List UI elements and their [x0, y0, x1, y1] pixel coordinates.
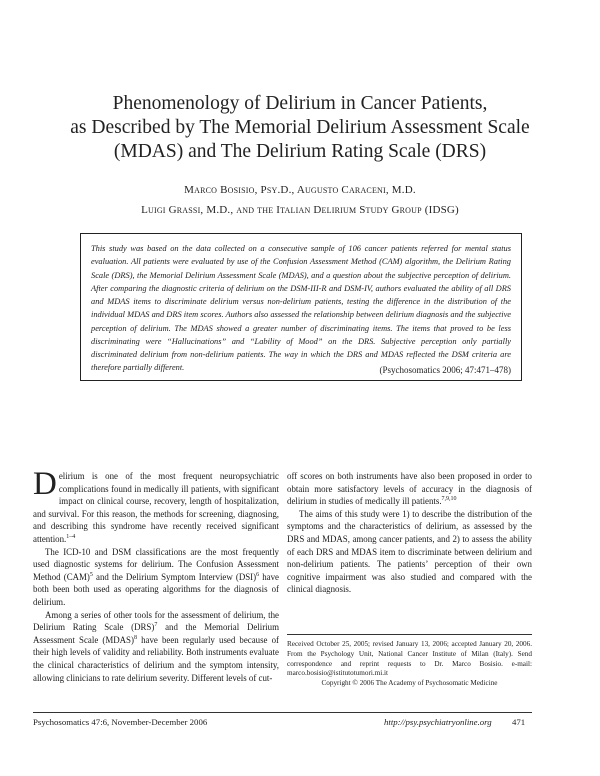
citation-sup: 1–4 [66, 534, 76, 540]
article-footnote [287, 634, 532, 689]
abstract-text: This study was based on the data collected on a consecutive sample of 106 cancer patients referred for mental status evaluation. All patients were evaluated by use of the Confusion Assessment Method (CAM) algorithm, the Delirium Rating Scale (DRS), the Memorial Delirium Assessment Scale (MDAS), and a question about the subjective perception of delirium. After comparing the diagnostic criteria of delirium on the DSM-III-R and DSM-IV, authors evaluated the ability of all DRS and MDAS items to discriminate delirium versus non-delirium patients, testing the difference in the distribution of the individual MDAS and DRS item scores. Authors also assessed the relationship between delirium diagnosis and the subjective perception of delirium. The MDAS showed a greater number of discriminating items. The items that proved to be less discriminating were “Hallucinations” and “Lability of Mood” on the DRS. Subjective perception only partially discriminated delirium from non-delirium patients. The way in which the DRS and MDAS reflected the DSM criteria are therefore partially different. [91, 244, 511, 373]
footer-url: http://psy.psychiatryonline.org [384, 717, 492, 727]
body-paragraph-3 [33, 609, 279, 685]
title-line-1: Phenomenology of Delirium in Cancer Patients, [112, 93, 488, 114]
body-text: off scores on both instruments have also been proposed in order to obtain more satisfactory levels of accuracy in the diagnosis of delirium in studies of medically ill patients. [287, 471, 532, 507]
footnote-copyright: Copyright © 2006 The Academy of Psychosomatic Medicine [321, 679, 498, 688]
authors-line-2: Luigi Grassi, M.D., and the Italian Delirium Study Group (IDSG) [141, 204, 459, 216]
body-text: The ICD-10 and DSM classifications are the most frequently used diagnostic systems for delirium. The Confusion Assessment Method (CAM) [33, 546, 279, 582]
body-left-column [33, 466, 280, 684]
citation-sup: 6 [256, 571, 260, 578]
body-right-column [287, 470, 532, 596]
article-title [40, 92, 560, 164]
body-text: and the Memorial Delirium Assessment Scale (MDAS) [33, 622, 279, 645]
body-paragraph-5: The aims of this study were 1) to describe the distribution of the symptoms and the characteristics of delirium, as assessed by the DRS and MDAS, among cancer patients, and 2) to assess the ability of each DRS and MDAS item to discriminate between delirium and non-delirium patients. The patients’ perception of their own cognitive impairment was also studied and compared with the clinical diagnosis. [287, 508, 532, 595]
citation-sup: 7,9,10 [441, 496, 457, 503]
body-text: and the Delirium Symptom Interview (DSI) [92, 571, 257, 582]
body-text: elirium is one of the most frequent neuropsychiatric complications found in medically ill patients, with significant impact on clinical course, recovery, length of hospitalization, and survival. For this reason, the methods for screening, diagnosing, and describing this syndrome have recently received significant attention. [33, 471, 279, 544]
title-line-3: (MDAS) and The Delirium Rating Scale (DRS) [113, 141, 487, 162]
citation-sup: 5 [89, 571, 93, 578]
body-text: have both been both used as operating algorithms for the diagnosis of delirium. [33, 571, 279, 607]
authors-line-1: Marco Bosisio, Psy.D., Augusto Caraceni, M.D. [184, 184, 416, 196]
footer-divider [33, 712, 532, 713]
drop-cap: D [33, 466, 57, 502]
author-list [40, 180, 560, 220]
body-paragraph-2 [33, 546, 279, 609]
body-paragraph-4 [287, 470, 532, 508]
abstract-box [80, 233, 522, 381]
abstract-citation: (Psychosomatics 2006; 47:471–478) [379, 365, 511, 375]
title-line-2: as Described by The Memorial Delirium Assessment Scale [70, 117, 530, 138]
body-paragraph-1 [33, 466, 279, 546]
body-text: Among a series of other tools for the assessment of delirium, the Delirium Rating Scale (DRS) [33, 609, 279, 633]
footer-journal: Psychosomatics 47:6, November-December 2006 [33, 717, 208, 727]
citation-sup: 7 [154, 622, 158, 629]
citation-sup: 8 [133, 634, 137, 641]
page-number: 471 [512, 717, 526, 727]
footnote-received: Received October 25, 2005; revised January 13, 2006; accepted January 20, 2006. From the Psychology Unit, National Cancer Institute of Milan (Italy). Send correspondence and reprint requests to Dr. Marco Bosisio. e-mail: marco.bosisio@istitutotumori.mi.it [287, 640, 532, 678]
body-text: have been regularly used because of their high levels of validity and reliability. Both instruments evaluate the clinical characteristics of delirium and the symptom intensity, allowing clinicians to rate delirium severity. Different levels of cut- [33, 634, 280, 683]
